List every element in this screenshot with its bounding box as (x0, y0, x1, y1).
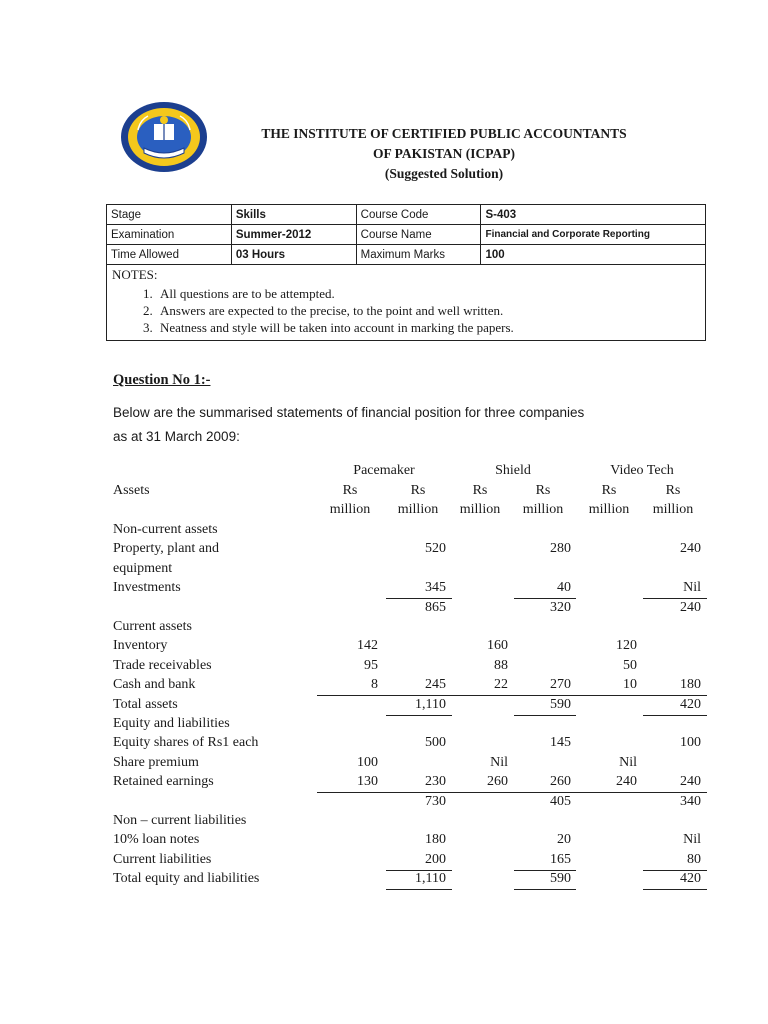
course-code-value: S-403 (481, 205, 706, 225)
cell-value: 865 (425, 599, 446, 615)
cell-value: 730 (425, 793, 446, 809)
cell-value: 180 (680, 677, 701, 693)
row-label: Investments (113, 580, 181, 596)
cell-value: 20 (557, 832, 571, 848)
cell-value: Nil (683, 832, 701, 848)
cell-value: 260 (550, 774, 571, 790)
cell-value: 405 (550, 793, 571, 809)
cell-value: 240 (680, 774, 701, 790)
underline-rule (514, 598, 576, 599)
cell-value: 142 (357, 638, 378, 654)
row-label: Current assets (113, 619, 192, 634)
cell-value: 240 (616, 774, 637, 790)
underline-rule (386, 715, 452, 716)
row-label: Equity shares of Rs1 each (113, 735, 259, 751)
cell-value: 1,110 (415, 871, 446, 887)
notes-title: NOTES: (112, 267, 158, 282)
cell-value: 10 (623, 677, 637, 693)
cell-value: 1,110 (415, 696, 446, 712)
row-label: Non – current liabilities (113, 813, 247, 828)
cell-value: 590 (550, 696, 571, 712)
cell-value: 500 (425, 735, 446, 751)
marks-label: Maximum Marks (356, 245, 481, 265)
question-intro-line1: Below are the summarised statements of financial position for three companies (113, 405, 585, 420)
cell-value: 100 (680, 735, 701, 751)
cell-value: 240 (680, 541, 701, 557)
cell-value: 8 (371, 677, 378, 693)
cell-value: 230 (425, 774, 446, 790)
cell-value: 420 (680, 696, 701, 712)
cell-value: 345 (425, 580, 446, 596)
institute-logo (120, 100, 208, 174)
cell-value: 88 (494, 657, 508, 673)
exam-value: Summer-2012 (231, 225, 356, 245)
stage-label: Stage (107, 205, 232, 225)
cell-value: 95 (364, 657, 378, 673)
cell-value: 40 (557, 580, 571, 596)
company-header: Pacemaker (353, 463, 415, 478)
cell-value: 145 (550, 735, 571, 751)
unit-million: million (397, 502, 439, 517)
cell-value: 340 (680, 793, 701, 809)
time-value: 03 Hours (231, 245, 356, 265)
underline-rule (643, 598, 707, 599)
institute-name-line2: OF PAKISTAN (ICPAP) (373, 146, 515, 161)
underline-rule (386, 870, 452, 871)
row-label: Property, plant and (113, 541, 220, 557)
company-header: Video Tech (610, 463, 674, 478)
note-item: 2. Answers are expected to the precise, to the point and well written. (156, 302, 700, 319)
row-label: Share premium (113, 754, 199, 770)
question-intro-line2: as at 31 March 2009: (113, 429, 240, 444)
cell-value: 240 (680, 599, 701, 615)
cell-value: 100 (357, 754, 378, 770)
notes-list (112, 285, 700, 336)
underline-rule (643, 715, 707, 716)
time-label: Time Allowed (107, 245, 232, 265)
exam-label: Examination (107, 225, 232, 245)
cell-value: 22 (494, 677, 508, 693)
row-label: Total assets (113, 696, 178, 712)
assets-header: Assets (113, 483, 150, 498)
unit-rs: Rs (410, 483, 426, 498)
row-label: equipment (113, 560, 173, 576)
cell-value: Nil (619, 754, 637, 770)
cell-value: 50 (623, 657, 637, 673)
question-heading: Question No 1:- (113, 372, 211, 388)
cell-value: 165 (550, 851, 571, 867)
notes-box (107, 265, 706, 341)
row-label: Total equity and liabilities (113, 871, 260, 887)
course-name-label: Course Name (356, 225, 481, 245)
cell-value: 260 (487, 774, 508, 790)
underline-rule (643, 870, 707, 871)
underline-rule (643, 889, 707, 890)
cell-value: 180 (425, 832, 446, 848)
cell-value: 120 (616, 638, 637, 654)
unit-rs: Rs (665, 483, 681, 498)
underline-rule (317, 792, 707, 793)
cell-value: 200 (425, 851, 446, 867)
row-label: Non-current assets (113, 522, 218, 537)
unit-million: million (652, 502, 694, 517)
cell-value: 160 (487, 638, 508, 654)
unit-rs: Rs (601, 483, 617, 498)
underline-rule (514, 889, 576, 890)
row-label: Inventory (113, 638, 168, 654)
underline-rule (514, 870, 576, 871)
unit-million: million (329, 502, 371, 517)
unit-rs: Rs (535, 483, 551, 498)
underline-rule (317, 695, 707, 696)
unit-million: million (459, 502, 501, 517)
unit-million: million (588, 502, 630, 517)
stage-value: Skills (231, 205, 356, 225)
underline-rule (386, 598, 452, 599)
cell-value: Nil (683, 580, 701, 596)
underline-rule (514, 715, 576, 716)
course-name-value: Financial and Corporate Reporting (481, 225, 706, 245)
row-label: 10% loan notes (113, 832, 200, 848)
note-item: 3. Neatness and style will be taken into account in marking the papers. (156, 319, 700, 336)
underline-rule (386, 889, 452, 890)
exam-info-table (106, 204, 706, 341)
row-label: Equity and liabilities (113, 716, 230, 731)
row-label: Cash and bank (113, 677, 196, 693)
unit-million: million (522, 502, 564, 517)
cell-value: 590 (550, 871, 571, 887)
unit-rs: Rs (472, 483, 488, 498)
note-item: 1. All questions are to be attempted. (156, 285, 700, 302)
marks-value: 100 (481, 245, 706, 265)
cell-value: 130 (357, 774, 378, 790)
cell-value: 245 (425, 677, 446, 693)
course-code-label: Course Code (356, 205, 481, 225)
cell-value: 520 (425, 541, 446, 557)
unit-rs: Rs (342, 483, 358, 498)
cell-value: 320 (550, 599, 571, 615)
row-label: Retained earnings (113, 774, 214, 790)
cell-value: 420 (680, 871, 701, 887)
document-subtitle: (Suggested Solution) (384, 166, 504, 181)
cell-value: 280 (550, 541, 571, 557)
row-label: Current liabilities (113, 851, 212, 867)
row-label: Trade receivables (113, 657, 212, 673)
institute-name-line1: THE INSTITUTE OF CERTIFIED PUBLIC ACCOUNTANTS (261, 126, 627, 141)
company-header: Shield (495, 463, 531, 478)
cell-value: Nil (490, 754, 508, 770)
cell-value: 80 (687, 851, 701, 867)
cell-value: 270 (550, 677, 571, 693)
